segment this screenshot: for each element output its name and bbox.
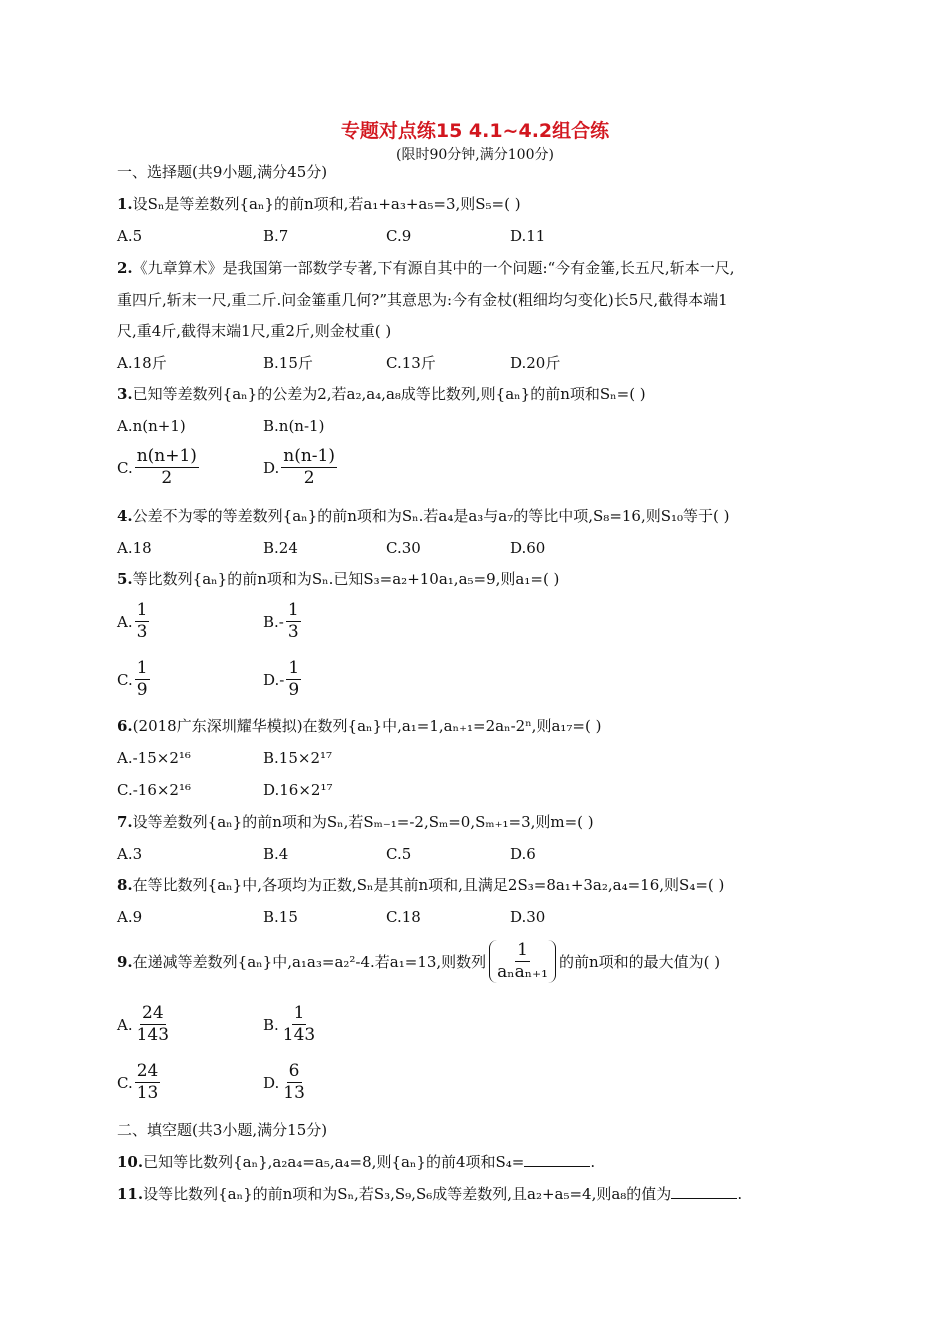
numerator: 24 <box>136 1061 159 1081</box>
page-subtitle: (限时90分钟,满分100分) <box>396 147 554 163</box>
page-title: 专题对点练15 4.1~4.2组合练 <box>340 120 610 142</box>
fraction <box>135 1061 161 1104</box>
option-c: C.-16×2¹⁶ <box>117 781 192 799</box>
denominator: 9 <box>288 680 300 700</box>
question-text: 已知等差数列{aₙ}的公差为2,若a₂,a₄,a₈成等比数列,则{aₙ}的前n项和Sₙ=( ) <box>132 385 646 403</box>
option-d: D.6 <box>510 845 536 863</box>
option-c: C.30 <box>386 539 421 557</box>
question-end: . <box>737 1185 743 1203</box>
fraction <box>135 600 150 643</box>
option-d: D.60 <box>510 539 546 557</box>
option-b: B.15×2¹⁷ <box>263 749 333 767</box>
option-b: B.15斤 <box>263 354 313 372</box>
question-text: 《九章算术》是我国第一部数学专著,下有源自其中的一个问题:“今有金箠,长五尺,斩本一尺, <box>132 259 735 277</box>
question-9 <box>117 940 720 983</box>
numerator: 24 <box>142 1003 164 1023</box>
option-label: D. <box>263 458 280 477</box>
fraction <box>281 446 337 489</box>
option-b: B.4 <box>263 845 289 863</box>
question-number: 5. <box>117 570 133 588</box>
option-label: C. <box>117 458 133 477</box>
option-c: C.13斤 <box>386 354 436 372</box>
fraction <box>286 600 301 643</box>
option-label: B.- <box>263 612 284 631</box>
question-1 <box>117 194 521 214</box>
option-d <box>263 446 337 489</box>
fraction <box>281 1061 307 1104</box>
option-c: C.18 <box>386 908 421 926</box>
numerator: n(n-1) <box>283 446 335 466</box>
question-number: 4. <box>117 507 133 525</box>
fraction <box>495 940 550 983</box>
option-label: C. <box>117 1073 133 1092</box>
numerator: 1 <box>288 658 300 678</box>
answer-blank[interactable] <box>671 1184 737 1199</box>
option-label: D. <box>263 1073 280 1092</box>
question-text: 设Sₙ是等差数列{aₙ}的前n项和,若a₁+a₃+a₅=3,则S₅=( ) <box>132 195 521 213</box>
numerator: 1 <box>136 600 148 620</box>
section-heading: 一、选择题(共9小题,满分45分) <box>117 163 328 181</box>
question-text: (2018广东深圳耀华模拟)在数列{aₙ}中,a₁=1,aₙ₊₁=2aₙ-2ⁿ,则a₁₇=( ) <box>132 717 602 735</box>
question-3 <box>117 384 646 404</box>
denominator: 13 <box>283 1083 305 1103</box>
fraction <box>135 658 150 701</box>
option-b <box>263 1003 317 1046</box>
question-number: 3. <box>117 385 133 403</box>
option-a: A.3 <box>117 845 143 863</box>
fraction <box>135 1003 171 1046</box>
sequence-brace <box>489 940 556 983</box>
fraction <box>281 1003 317 1046</box>
option-c <box>117 658 150 701</box>
question-number: 11. <box>117 1185 144 1203</box>
question-text: 在等比数列{aₙ}中,各项均为正数,Sₙ是其前n项和,且满足2S₃=8a₁+3a₂,a₄=16,则S₄=( ) <box>132 876 725 894</box>
question-text: 设等差数列{aₙ}的前n项和为Sₙ,若Sₘ₋₁=-2,Sₘ=0,Sₘ₊₁=3,则m=( ) <box>132 813 594 831</box>
denominator: 2 <box>303 468 315 488</box>
option-a <box>117 1003 171 1046</box>
question-text: 重四斤,斩末一尺,重二斤.问金箠重几何?”其意思为:今有金杖(粗细均匀变化)长5尺,截得本端1 <box>117 291 728 309</box>
question-number: 10. <box>117 1153 144 1171</box>
option-c <box>117 1061 160 1104</box>
denominator: 143 <box>136 1025 170 1045</box>
option-b <box>263 600 301 643</box>
question-5 <box>117 569 559 589</box>
question-text: 设等比数列{aₙ}的前n项和为Sₙ,若S₃,S₉,S₆成等差数列,且a₂+a₅=4,则a₈的值为 <box>143 1185 672 1203</box>
question-end: . <box>590 1153 596 1171</box>
option-label: B. <box>263 1015 279 1034</box>
numerator: 1 <box>293 1003 305 1023</box>
question-11 <box>117 1184 742 1204</box>
option-a: A.-15×2¹⁶ <box>117 749 191 767</box>
question-number: 2. <box>117 259 133 277</box>
option-d: D.16×2¹⁷ <box>263 781 333 799</box>
question-6 <box>117 716 601 736</box>
question-number: 1. <box>117 195 133 213</box>
option-b: B.24 <box>263 539 298 557</box>
numerator: 1 <box>287 600 299 620</box>
fraction <box>286 658 301 701</box>
option-label: D.- <box>263 670 285 689</box>
question-number: 9. <box>117 952 133 971</box>
numerator: 1 <box>136 658 148 678</box>
question-text: 等比数列{aₙ}的前n项和为Sₙ.已知S₃=a₂+10a₁,a₅=9,则a₁=( ) <box>132 570 560 588</box>
denominator: 2 <box>161 468 173 488</box>
question-number: 7. <box>117 813 133 831</box>
option-label: A. <box>117 612 133 631</box>
option-b: B.7 <box>263 227 289 245</box>
option-d <box>263 658 301 701</box>
denominator: 3 <box>287 622 299 642</box>
denominator: 143 <box>282 1025 316 1045</box>
question-10 <box>117 1152 595 1172</box>
question-text: 已知等比数列{aₙ},a₂a₄=a₅,a₄=8,则{aₙ}的前4项和S₄= <box>143 1153 525 1171</box>
option-b: B.15 <box>263 908 298 926</box>
question-number: 6. <box>117 717 133 735</box>
numerator: n(n+1) <box>136 446 197 466</box>
section-heading: 二、填空题(共3小题,满分15分) <box>117 1121 328 1139</box>
option-a: A.5 <box>117 227 143 245</box>
question-number: 8. <box>117 876 133 894</box>
option-d: D.30 <box>510 908 546 926</box>
option-d <box>263 1061 307 1104</box>
denominator: 3 <box>136 622 148 642</box>
option-c <box>117 446 199 489</box>
question-4 <box>117 506 730 526</box>
option-d: D.20斤 <box>510 354 561 372</box>
denominator: aₙaₙ₊₁ <box>497 962 548 982</box>
question-text: 公差不为零的等差数列{aₙ}的前n项和为Sₙ.若a₄是a₃与a₇的等比中项,S₈=16,则S₁₀等于( ) <box>132 507 730 525</box>
question-text: 在递减等差数列{aₙ}中,a₁a₃=a₂²-4.若a₁=13,则数列 <box>132 952 487 971</box>
denominator: 9 <box>136 680 148 700</box>
question-2 <box>117 258 734 278</box>
option-a: A.18斤 <box>117 354 167 372</box>
answer-blank[interactable] <box>524 1152 590 1167</box>
option-c: C.5 <box>386 845 412 863</box>
question-text: 的前n项和的最大值为( ) <box>558 952 721 971</box>
option-d: D.11 <box>510 227 546 245</box>
option-label: C. <box>117 670 133 689</box>
option-c: C.9 <box>386 227 412 245</box>
option-label: A. <box>117 1015 133 1034</box>
question-7 <box>117 812 594 832</box>
numerator: 6 <box>288 1061 300 1081</box>
option-a: A.n(n+1) <box>117 417 186 435</box>
option-a <box>117 600 149 643</box>
question-8 <box>117 875 724 895</box>
option-a: A.18 <box>117 539 152 557</box>
option-a: A.9 <box>117 908 143 926</box>
fraction <box>135 446 199 489</box>
denominator: 13 <box>136 1083 159 1103</box>
question-text: 尺,重4斤,截得末端1尺,重2斤,则金杖重( ) <box>117 322 392 340</box>
numerator: 1 <box>517 940 528 960</box>
option-b: B.n(n-1) <box>263 417 325 435</box>
